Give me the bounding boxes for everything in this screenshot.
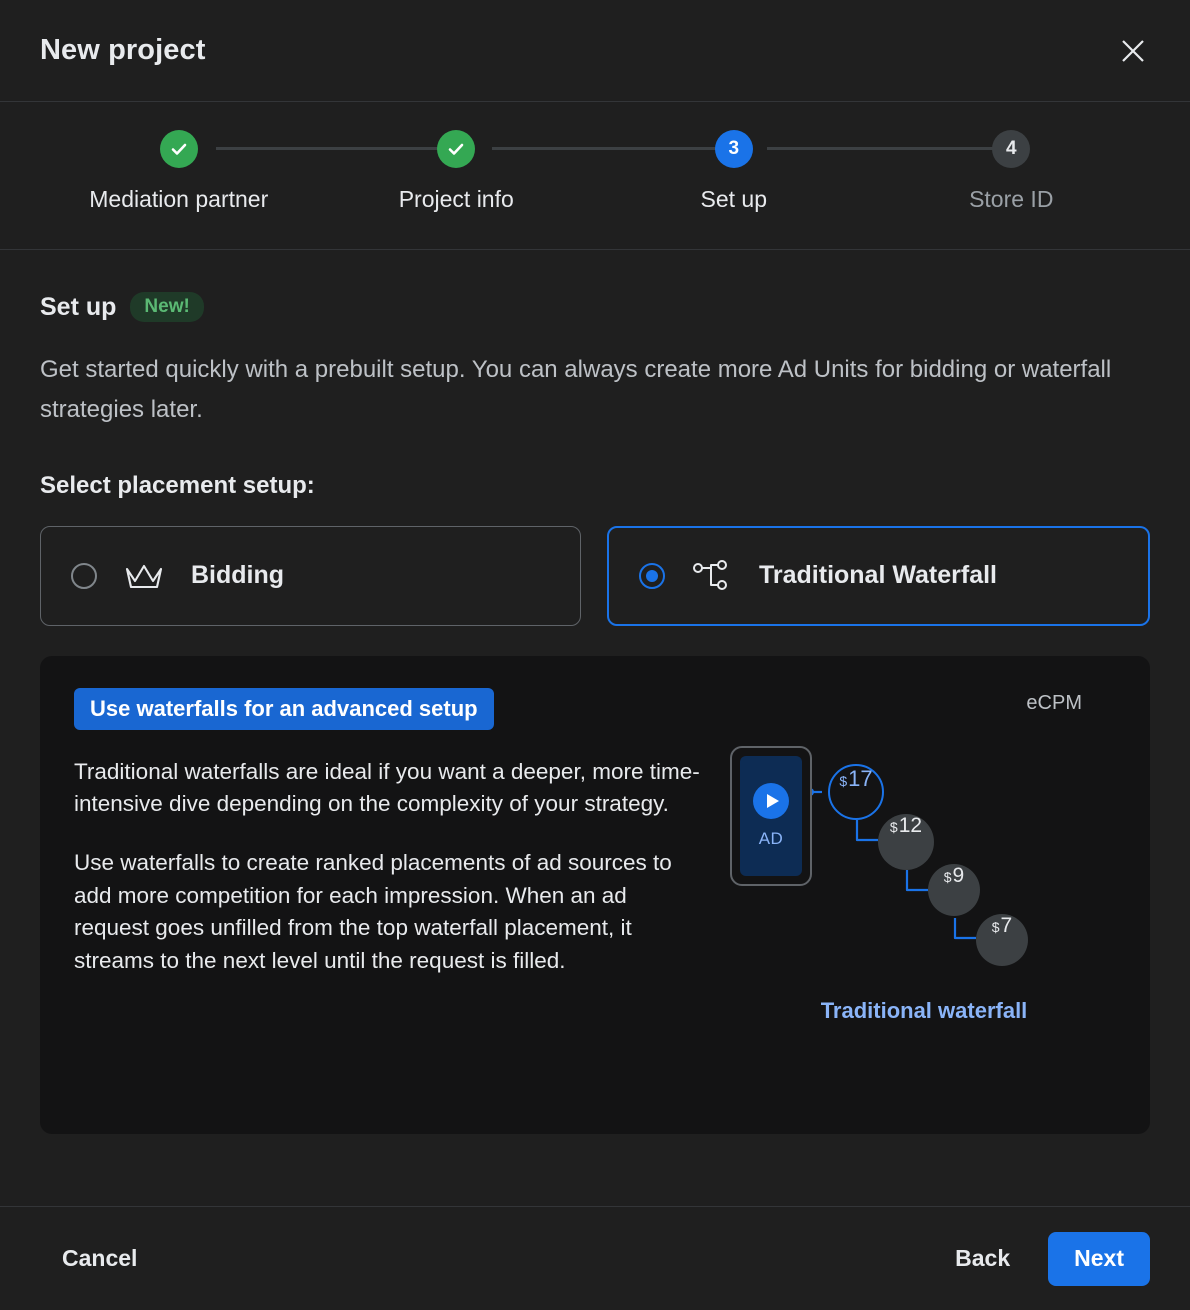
phone-screen bbox=[740, 756, 802, 876]
step-project-info[interactable] bbox=[318, 130, 596, 213]
option-traditional-waterfall[interactable] bbox=[607, 526, 1150, 626]
currency-symbol: $ bbox=[943, 868, 952, 885]
cancel-button[interactable]: Cancel bbox=[62, 1245, 138, 1271]
waterfall-info-panel bbox=[40, 656, 1150, 1134]
phone-mockup bbox=[730, 746, 812, 886]
step-marker: 4 bbox=[992, 130, 1030, 168]
dialog-header bbox=[0, 0, 1190, 102]
option-bidding[interactable] bbox=[40, 526, 581, 626]
info-paragraph-1: Traditional waterfalls are ideal if you want a deeper, more time-intensive dive depending on the complexity of your strategy. bbox=[74, 758, 700, 817]
radio-bidding[interactable] bbox=[71, 563, 97, 589]
currency-symbol: $ bbox=[889, 818, 898, 835]
play-icon bbox=[753, 783, 789, 819]
step-marker: 3 bbox=[715, 130, 753, 168]
radio-traditional-waterfall[interactable] bbox=[639, 563, 665, 589]
ecpm-label: eCPM bbox=[1026, 691, 1082, 714]
ecpm-value: 12 bbox=[898, 813, 923, 837]
waterfall-info-text bbox=[74, 688, 706, 1100]
currency-symbol: $ bbox=[839, 772, 848, 789]
step-label: Project info bbox=[398, 186, 514, 212]
step-label: Store ID bbox=[969, 186, 1054, 212]
wizard-stepper bbox=[0, 102, 1190, 250]
diagram-caption: Traditional waterfall bbox=[820, 997, 1028, 1023]
step-store-id[interactable] bbox=[873, 130, 1151, 213]
section-description: Get started quickly with a prebuilt setup. You can always create more Ad Units for bidding or waterfall strategies later. bbox=[40, 356, 1112, 423]
ecpm-bubble-1 bbox=[828, 764, 884, 820]
waterfall-diagram bbox=[726, 688, 1116, 1100]
ecpm-bubble-3 bbox=[928, 864, 980, 916]
ecpm-value: 7 bbox=[1000, 913, 1013, 937]
waterfall-nodes-icon bbox=[689, 559, 735, 593]
placement-setup-label: Select placement setup: bbox=[40, 471, 315, 499]
ecpm-bubble-2 bbox=[878, 814, 934, 870]
currency-symbol: $ bbox=[991, 918, 1000, 935]
option-label: Traditional Waterfall bbox=[759, 561, 998, 590]
placement-setup-options bbox=[40, 526, 1150, 626]
ecpm-value: 9 bbox=[952, 863, 965, 887]
ad-label: AD bbox=[758, 828, 784, 848]
dialog-body bbox=[0, 250, 1190, 1206]
back-button[interactable]: Back bbox=[955, 1245, 1011, 1271]
next-button[interactable]: Next bbox=[1048, 1232, 1150, 1286]
step-marker bbox=[160, 130, 198, 168]
section-title: Set up bbox=[40, 292, 117, 321]
option-label: Bidding bbox=[191, 561, 285, 590]
ecpm-bubble-4 bbox=[976, 914, 1028, 966]
step-mediation-partner[interactable] bbox=[40, 130, 318, 213]
section-header bbox=[40, 292, 1150, 322]
close-icon[interactable] bbox=[1110, 28, 1156, 74]
step-marker bbox=[437, 130, 475, 168]
step-label: Set up bbox=[700, 186, 767, 212]
crown-icon bbox=[121, 560, 167, 592]
page-title: New project bbox=[40, 34, 206, 66]
new-badge: New! bbox=[130, 292, 203, 322]
step-label: Mediation partner bbox=[89, 186, 269, 212]
info-pill: Use waterfalls for an advanced setup bbox=[74, 688, 494, 730]
ecpm-value: 17 bbox=[848, 765, 873, 791]
dialog-footer bbox=[0, 1206, 1190, 1310]
step-set-up[interactable] bbox=[595, 130, 873, 213]
info-paragraph-2: Use waterfalls to create ranked placements of ad sources to add more competition for each impression. When an ad request goes unfilled from the top waterfall placement, it streams to the next level until the request is filled. bbox=[74, 849, 672, 973]
